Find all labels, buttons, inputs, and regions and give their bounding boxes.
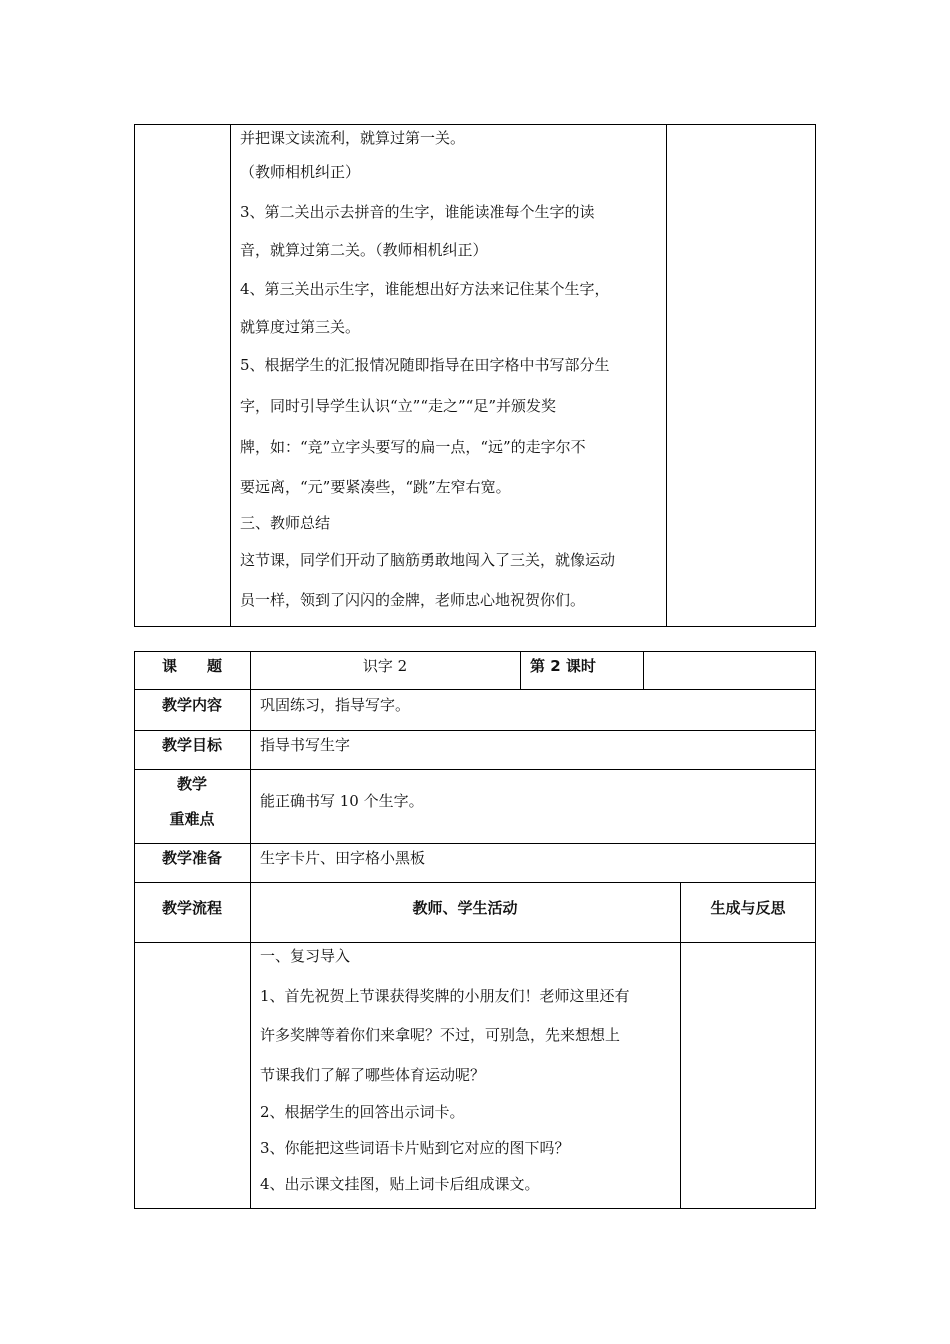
- col-divider-label: [250, 651, 251, 1209]
- row-divider: [134, 730, 816, 731]
- text-line: 2、根据学生的回答出示词卡。: [260, 1103, 465, 1121]
- reflection-header: 生成与反思: [710, 899, 786, 917]
- key-label-line2: 重难点: [169, 810, 215, 828]
- text-line: （教师相机纠正）: [240, 163, 361, 181]
- text-line: 4、出示课文挂图，贴上词卡后组成课文。: [260, 1175, 540, 1193]
- table1-col-divider-left: [230, 124, 231, 627]
- text-line: 许多奖牌等着你们来拿呢？不过，可别急，先来想想上: [260, 1026, 621, 1044]
- content-label: 教学内容: [161, 696, 222, 714]
- text-line: 三、教师总结: [240, 514, 331, 532]
- text-line: 员一样，领到了闪闪的金牌，老师忠心地祝贺你们。: [240, 591, 586, 609]
- text-line: 要远离，“元”要紧凑些，“跳”左窄右宽。: [240, 478, 511, 496]
- row-divider: [134, 769, 816, 770]
- text-line: 就算度过第三关。: [240, 318, 361, 336]
- text-line: 5、根据学生的汇报情况随即指导在田字格中书写部分生: [240, 356, 610, 374]
- text-line: 1、首先祝贺上节课获得奖牌的小朋友们！老师这里还有: [260, 987, 630, 1005]
- text-line: 3、第二关出示去拼音的生字，谁能读准每个生字的读: [240, 203, 595, 221]
- text-line: 牌，如：“竞”立字头要写的扁一点，“远”的走字尔不: [240, 438, 586, 456]
- text-line: 并把课文读流利，就算过第一关。: [240, 129, 466, 147]
- col-divider-period-end: [643, 651, 644, 689]
- key-label-line1: 教学: [176, 775, 207, 793]
- text-line: 一、复习导入: [260, 947, 351, 965]
- table1-col-divider-right: [666, 124, 667, 627]
- row-divider: [134, 843, 816, 844]
- row-divider: [134, 882, 816, 883]
- topic-label: 课 题: [161, 657, 222, 675]
- col-divider-reflection: [680, 882, 681, 1209]
- activity-header: 教师、学生活动: [412, 899, 518, 917]
- text-line: 4、第三关出示生字，谁能想出好方法来记住某个生字，: [240, 280, 610, 298]
- col-divider-period: [520, 651, 521, 689]
- row-divider: [134, 942, 816, 943]
- content-value: 巩固练习，指导写字。: [260, 696, 411, 714]
- prep-value: 生字卡片、田字格小黑板: [260, 849, 426, 867]
- lesson-plan-table: [134, 651, 816, 1209]
- prep-label: 教学准备: [161, 849, 222, 867]
- text-line: 节课我们了解了哪些体育运动呢？: [260, 1066, 486, 1084]
- text-line: 这节课，同学们开动了脑筋勇敢地闯入了三关，就像运动: [240, 551, 616, 569]
- topic-value: 识字 2: [362, 657, 408, 675]
- goal-value: 指导书写生字: [260, 736, 351, 754]
- goal-label: 教学目标: [161, 736, 222, 754]
- text-line: 音，就算过第二关。（教师相机纠正）: [240, 241, 488, 259]
- key-value: 能正确书写 10 个生字。: [260, 792, 424, 810]
- row-divider: [134, 689, 816, 690]
- text-line: 3、你能把这些词语卡片贴到它对应的图下吗？: [260, 1139, 570, 1157]
- text-line: 字，同时引导学生认识“立”“走之”“足”并颁发奖: [240, 397, 557, 415]
- flow-label: 教学流程: [161, 899, 222, 917]
- period-label: 第 2 课时: [530, 657, 596, 675]
